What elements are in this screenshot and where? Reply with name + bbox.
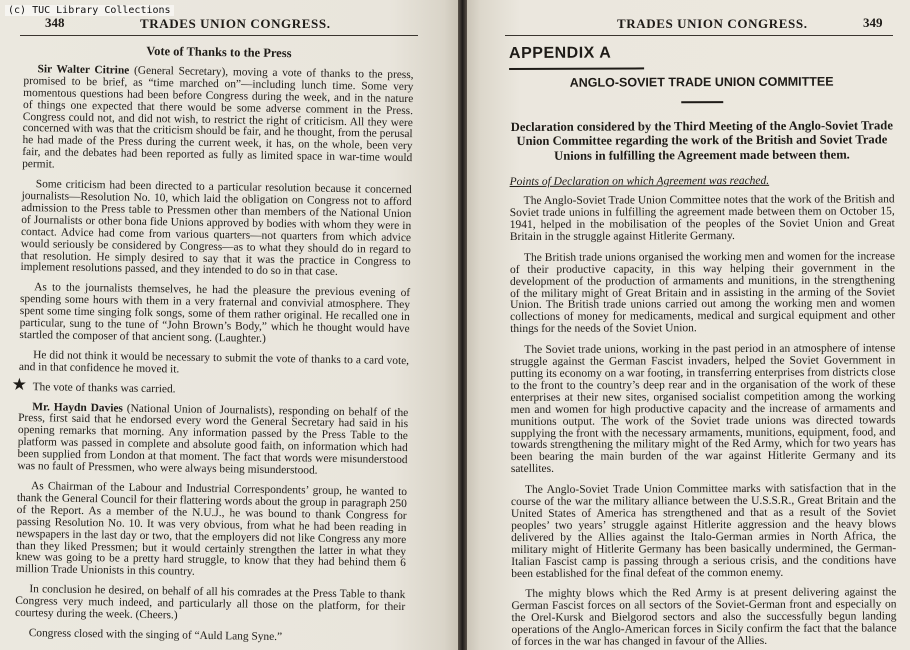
paragraph: Some criticism had been directed to a particular resolution because it concerned journalists—Resolution No. 10, which laid the obligation on Congress not to afford admission to the Press table to Pressmen other than members of the National Union of Journalists or other bona fide Unions approved by bodies with whom they were in contact. Advice had come from various quarters—not quarters from which advice would seriously be considered by Congress—as to what they should do in regard to that resolution. He simply desired to say that it was the practice in Congress to implement resolutions passed, and they intended to do so in that case. [20,178,412,279]
star-icon: ★ [11,374,28,394]
paragraph: The Soviet trade unions, working in the past period in an atmosphere of intense struggle against the German Fascist invaders, helped the Soviet Government in putting its economy on a war footing, in transferring enterprises from districts close to the front to the country’s deep rear and in the organisation of the work of these enterprises at their new sites, organised socialist competition among the working men and women for high productive capacity and the increase of armaments and munitions output. The work of the Soviet trade unions was directed towards supplying the front with the necessary armaments, munitions, equipment, food, and towards strengthening the military might of the Red Army, which for two years has been bearing the main burden of the war against Hitlerite Germany and its satellites. [510,342,896,476]
vote-carried-text: The vote of thanks was carried. [32,380,176,396]
right-page [467,0,910,650]
paragraph: The mighty blows which the Red Army is at present delivering against the German Fascist forces on all sectors of the Soviet-German front and especially on the Orel-Kursk and Bielgorod sectors and also the successfully begun landing operations of the Anglo-American forces in Sicily confirm the fact that the balance of forces in the war has changed in favour of the Allies. [511,586,897,649]
running-head-right: TRADES UNION CONGRESS. [617,16,808,31]
book-gutter [458,0,467,650]
paragraph-citrine [22,64,414,177]
paragraph: The Anglo-Soviet Trade Union Committee notes that the work of the British and Soviet trade unions in fulfilling the agreement made between them on October 15, 1941, helped in the mobilisation of the peoples of the Soviet Union and Great Britain in the struggle against Hitlerite Germany. [509,193,895,243]
paragraph: As Chairman of the Labour and Industrial Correspondents’ group, he wanted to thank the General Council for their flattering words about the group in paragraph 250 of the Report. As a member of the N.U.J., he was bound to thank Congress for passing Resolution No. 10. It was very obvious, from what he had been reading in newspapers in the last day or two, that the employers did not like Congress any more than they liked Pressmen; but it would certainly strengthen the latter in what they knew was going to be a pretty hard struggle, to know that they had behind them 6 million Trade Unionists in this country. [15,480,408,579]
paragraph: In conclusion he desired, on behalf of all his comrades at the Press Table to thank Congress very much indeed, and particularly all those on the platform, for their courtesy during the week. (Cheers.) [14,583,406,622]
paragraph: As to the journalists themselves, he had the pleasure the previous evening of spending some hours with them in a very fraternal and convivial atmosphere. They spent some time singing folk songs, some of them rather original. He recalled one in particular, sung to the tune of “John Brown’s Body,” which he thought would have startled the composer of that ancient song. (Laughter.) [19,281,411,345]
section-title: Vote of Thanks to the Press [146,43,292,61]
paragraph-davies [17,402,408,480]
paragraph: The Anglo-Soviet Trade Union Committee marks with satisfaction that in the course of the war the military alliance between the U.S.S.R., Great Britain and the United States of America has strengthened and that as a result of the Soviet peoples’ two years’ struggle against Hitlerite aggression and the heavy blows delivered by the Allies against the Italo-German armies in North Africa, the military might of Hitlerite Germany has been basically undermined, the German-Italian Fascist camp is passing through a serious crisis, and the conditions have been established for the final defeat of the common enemy. [510,482,897,580]
copyright-watermark: (c) TUC Library Collections [5,5,174,16]
right-page-body [509,46,897,650]
appendix-rule [509,67,644,70]
page-number-right: 349 [863,15,883,30]
page-number-left: 348 [45,15,65,30]
header-rule-left [20,35,418,36]
paragraph: He did not think it would be necessary to submit the vote of thanks to a card vote, and in that confidence he moved it. [18,349,410,376]
paragraph-text: (National Union of Journalists), responding on behalf of the Press, first said that he endorsed every word the General Secretary had said in his opening remarks that morning. Any information passed by the Press Table to the platform was passed in complete and absolute good faith, on information which had been supplied from London at that moment. The fact that words were misunderstood was no fault of Pressmen, who were always being misunderstood. [17,402,409,477]
appendix-title: ANGLO-SOVIET TRADE UNION COMMITTEE [569,74,834,90]
paragraph-text: (General Secretary), moving a vote of thanks to the press, promised to be brief, as “time marched on”—including lunch time. Some very momentous questions had been before Congress during the week, and in the nature of things one expected that there would be some adverse comment in the Press. Congress could not, and did not wish, to restrict the right of criticism. All they were concerned with was that the criticism should be fair, and he thought, from the perusal he had made of the Press during the current week, it has, on the whole, been very fair, and the debates had been reported as fully as limited space in war-time would permit. [22,64,414,171]
running-head-left: TRADES UNION CONGRESS. [140,16,331,31]
appendix-label: APPENDIX A [508,44,612,62]
speaker-citrine: Sir Walter Citrine [37,63,130,77]
points-subheading: Points of Declaration on which Agreement was reached. [509,175,770,189]
declaration-heading: Declaration considered by the Third Meeting of the Anglo-Soviet Trade Union Committee regarding the work of the British and Soviet Trade Unions in fulfilling the Agreement made between them. [510,118,893,163]
vote-carried-line [11,374,409,400]
paragraph: The British trade unions organised the working men and women for the increase of their productive capacity, in this way helping their government in the development of the production of armaments and munitions, in the strengthening of the military might of Great Britain and in assisting in the arming of the Soviet Union. The British trade unions carried out among the working men and women collections of money for medicaments, medical and surgical equipment and other things for the needs of the Soviet Union. [509,250,896,336]
speaker-davies: Mr. Haydn Davies [32,400,124,415]
closing-line: Congress closed with the singing of “Auld Lang Syne.” [28,627,283,644]
left-page-body [11,43,414,650]
title-divider [681,101,723,103]
header-rule-right [505,35,893,36]
